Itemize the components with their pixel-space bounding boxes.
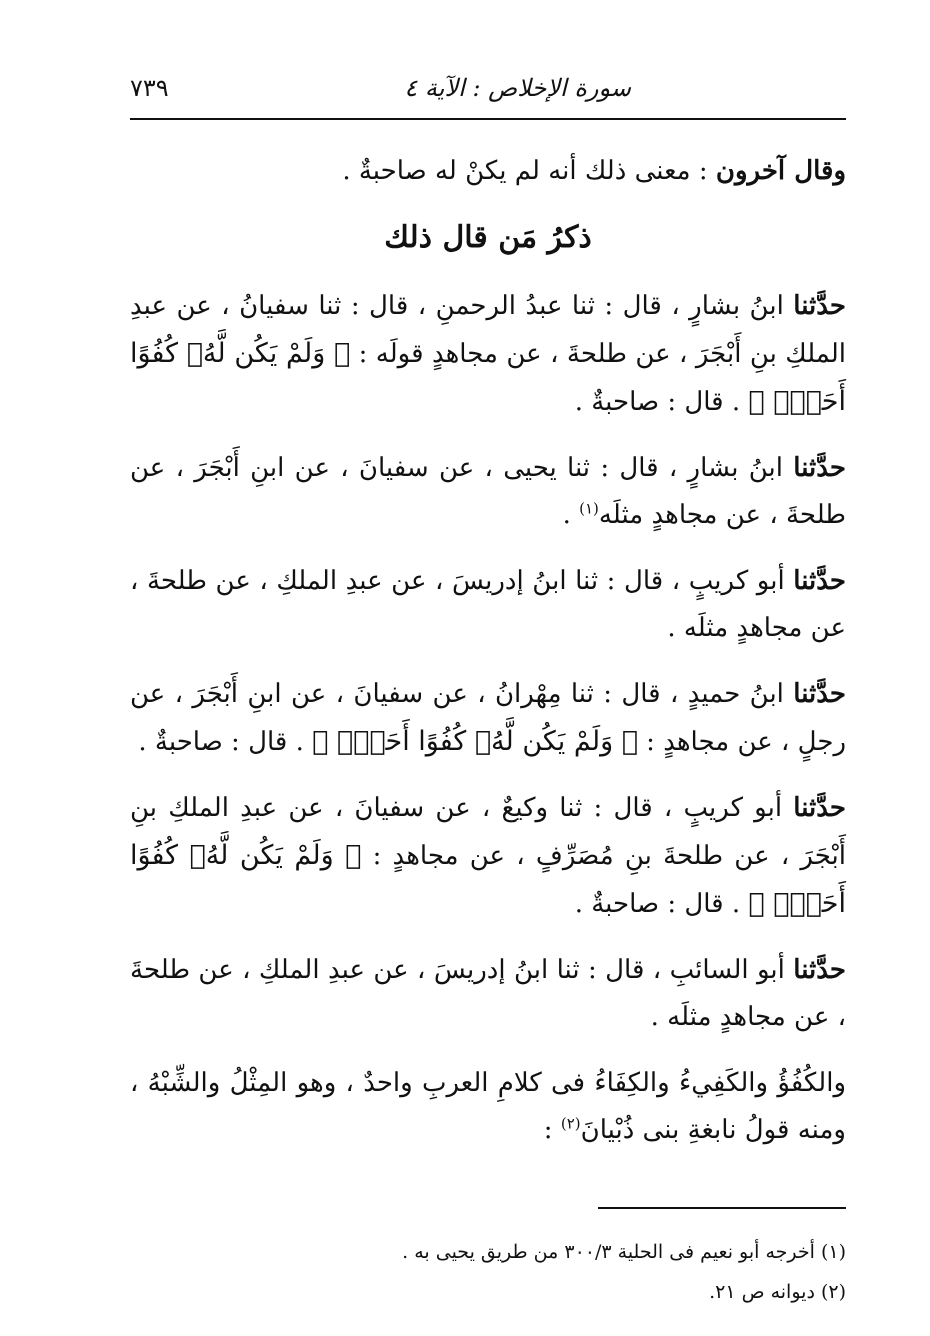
paragraph-1 bbox=[130, 148, 846, 195]
footnote-2: (٢) ديوانه ص ٢١. bbox=[709, 1281, 846, 1303]
paragraph-2 bbox=[130, 283, 846, 426]
footnote-1: (١) أخرجه أبو نعيم فى الحلية ٣٠٠/٣ من طريق يحيى به . bbox=[402, 1241, 846, 1263]
footnote-rule bbox=[598, 1207, 846, 1209]
paragraph-text-end: . قال : صاحبةٌ . bbox=[138, 727, 313, 757]
page-body bbox=[130, 148, 846, 1173]
footnote-marker-2[interactable]: (٢) bbox=[560, 1114, 581, 1133]
paragraph-3 bbox=[130, 445, 846, 539]
paragraph-lead: حدَّثنا bbox=[793, 955, 846, 985]
paragraph-text-end: . bbox=[562, 500, 580, 530]
paragraph-lead: حدَّثنا bbox=[793, 679, 846, 709]
paragraph-8 bbox=[130, 1060, 846, 1154]
paragraph-text-end: . قال : صاحبةٌ . bbox=[574, 889, 749, 919]
paragraph-text: ابنُ بشارٍ ، قال : ثنا عبدُ الرحمنِ ، قال : ثنا سفيانُ ، عن عبدِ الملكِ بنِ أَبْجَرَ ، عن طلحةَ ، عن مجاهدٍ قولَه : bbox=[130, 291, 846, 369]
paragraph-lead: حدَّثنا bbox=[793, 291, 846, 321]
running-title: سورة الإخلاص : الآية ٤ bbox=[404, 74, 631, 102]
paragraph-4 bbox=[130, 558, 846, 652]
paragraph-lead: حدَّثنا bbox=[793, 793, 846, 823]
paragraph-lead: حدَّثنا bbox=[793, 453, 846, 483]
paragraph-5 bbox=[130, 671, 846, 766]
page-header bbox=[130, 72, 846, 108]
paragraph-text-end: . قال : صاحبةٌ . bbox=[574, 387, 749, 417]
paragraph-text: : معنى ذلك أنه لم يكنْ له صاحبةٌ . bbox=[342, 156, 716, 186]
footnote-marker-1[interactable]: (١) bbox=[579, 499, 599, 518]
paragraph-text: ابنُ حميدٍ ، قال : ثنا مِهْرانُ ، عن سفيانَ ، عن ابنِ أَبْجَرَ ، عن رجلٍ ، عن مجاهدٍ : bbox=[130, 679, 846, 757]
quran-verse: ﴿ وَلَمْ يَكُن لَّهُۥ كُفُوًا أَحَدٌۢ ﴾ bbox=[130, 338, 846, 417]
paragraph-text: أبو السائبِ ، قال : ثنا ابنُ إدريسَ ، عن عبدِ الملكِ ، عن طلحةَ ، عن مجاهدٍ مثلَه . bbox=[130, 955, 846, 1032]
paragraph-6 bbox=[130, 785, 846, 928]
paragraph-text: أبو كريبٍ ، قال : ثنا ابنُ إدريسَ ، عن عبدِ الملكِ ، عن طلحةَ ، عن مجاهدٍ مثلَه . bbox=[130, 566, 846, 643]
quran-verse: ﴿ وَلَمْ يَكُن لَّهُۥ كُفُوًا أَحَدٌۢ ﴾ bbox=[312, 726, 638, 757]
paragraph-text: أبو كريبٍ ، قال : ثنا وكيعٌ ، عن سفيانَ ، عن عبدِ الملكِ بنِ أَبْجَرَ ، عن طلحةَ بنِ مُصَرِّفٍ ، عن مجاهدٍ : bbox=[130, 793, 847, 871]
header-rule bbox=[130, 118, 846, 120]
paragraph-text-end: : bbox=[543, 1115, 561, 1145]
paragraph-7 bbox=[130, 947, 846, 1041]
quran-verse: ﴿ وَلَمْ يَكُن لَّهُۥ كُفُوًا أَحَدٌۢ ﴾ bbox=[130, 840, 846, 919]
page-number: ٧٣٩ bbox=[130, 74, 169, 102]
footnotes bbox=[130, 1232, 846, 1312]
paragraph-text: والكُفُؤُ والكَفِيءُ والكِفَاءُ فى كلامِ العربِ واحدٌ ، وهو المِثْلُ والشِّبْهُ ، ومنه قولُ نابغةِ بنى ذُبْيانَ bbox=[130, 1068, 846, 1145]
paragraph-lead: حدَّثنا bbox=[793, 566, 846, 596]
paragraph-text: ابنُ بشارٍ ، قال : ثنا يحيى ، عن سفيانَ ، عن ابنِ أَبْجَرَ ، عن طلحةَ ، عن مجاهدٍ مثلَه bbox=[130, 453, 846, 530]
paragraph-lead: وقال آخرون bbox=[715, 156, 846, 186]
section-heading: ذكرُ مَن قال ذلك bbox=[384, 220, 592, 255]
